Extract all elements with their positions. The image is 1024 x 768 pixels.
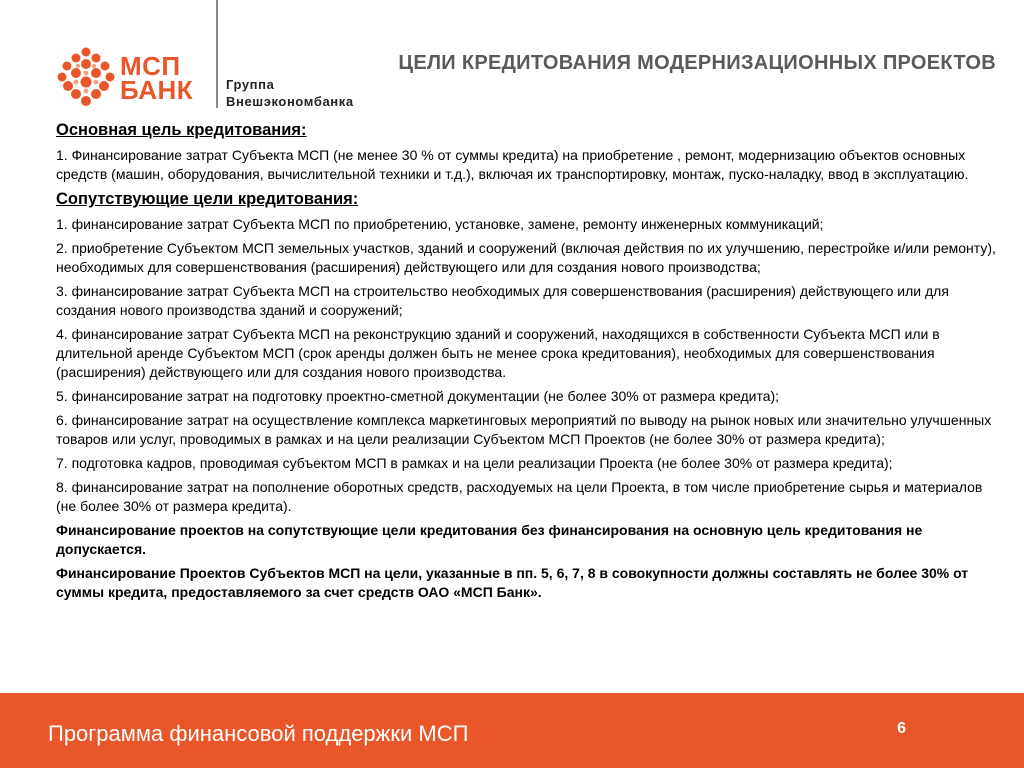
page-title: ЦЕЛИ КРЕДИТОВАНИЯ МОДЕРНИЗАЦИОННЫХ ПРОЕКТОВ [398,52,996,74]
logo-divider [216,0,218,108]
logo-group-line1: Группа [226,77,275,92]
company-logo [56,44,356,114]
secondary-goal-item: 2. приобретение Субъектом МСП земельных участков, зданий и сооружений (включая действия по их улучшению, перестройке и/или ремонту), необходимых для совершенствования (расширения) действующего или для создания нового производства; [56,240,996,275]
main-content [56,120,996,607]
page-number: 6 [897,720,906,737]
logo-name-line1: МСП [120,51,181,81]
secondary-goal-item: 4. финансирование затрат Субъекта МСП на реконструкцию зданий и сооружений, находящихся в собственности Субъекта МСП или в длительной аренде Субъектом МСП (срок аренды должен быть не менее срока кредитования), необходимых для совершенствования (расширения) действующего или для создания нового производства. [56,326,940,380]
financing-note-2: Финансирование Проектов Субъектов МСП на цели, указанные в пп. 5, 6, 7, 8 в совокупности должны составлять не более 30% от суммы кредита, предоставляемого за счет средств ОАО «МСП Банк». [56,565,969,600]
secondary-goal-item: 3. финансирование затрат Субъекта МСП на строительство необходимых для совершенствования (расширения) действующего или для создания нового производства зданий и сооружений; [56,283,949,318]
secondary-goal-item: 6. финансирование затрат на осуществление комплекса маркетинговых мероприятий по выводу на рынок новых или значительно улучшенных товаров или услуг, проводимых в рамках и на цели реализации Субъектом МСП Проектов (не более 30% от размера кредита); [56,412,992,447]
secondary-goal-item: 1. финансирование затрат Субъекта МСП по приобретению, установке, замене, ремонту инженерных коммуникаций; [56,216,824,232]
secondary-goal-item: 8. финансирование затрат на пополнение оборотных средств, расходуемых на цели Проекта, в том числе приобретение сырья и материалов (не более 30% от размера кредита). [56,479,983,514]
secondary-goal-item: 5. финансирование затрат на подготовку проектно-сметной документации (не более 30% от размера кредита); [56,388,780,404]
footer-bar [0,693,1024,768]
logo-group-text [226,76,354,110]
secondary-goals-heading: Сопутствующие цели кредитования: [56,190,359,208]
pinecone-logo-icon [56,44,116,108]
logo-wordmark [120,51,194,105]
secondary-goal-item: 7. подготовка кадров, проводимая субъектом МСП в рамках и на цели реализации Проекта (не более 30% от размера кредита); [56,455,893,471]
logo-group-line2: Внешэкономбанка [226,94,354,109]
footer-text: Программа финансовой поддержки МСП [48,721,469,746]
primary-goal-item: 1. Финансирование затрат Субъекта МСП (не менее 30 % от суммы кредита) на приобретение , ремонт, модернизацию объектов основных средств (машин, оборудования, вычислительной техники и т.д.), включая их транспортировку, монтаж, пуско-наладку, ввод в эксплуатацию. [56,147,969,182]
primary-goal-heading: Основная цель кредитования: [56,121,307,139]
logo-name-line2: БАНК [120,75,194,105]
financing-note-1: Финансирование проектов на сопутствующие цели кредитования без финансирования на основную цель кредитования не допускается. [56,522,923,557]
